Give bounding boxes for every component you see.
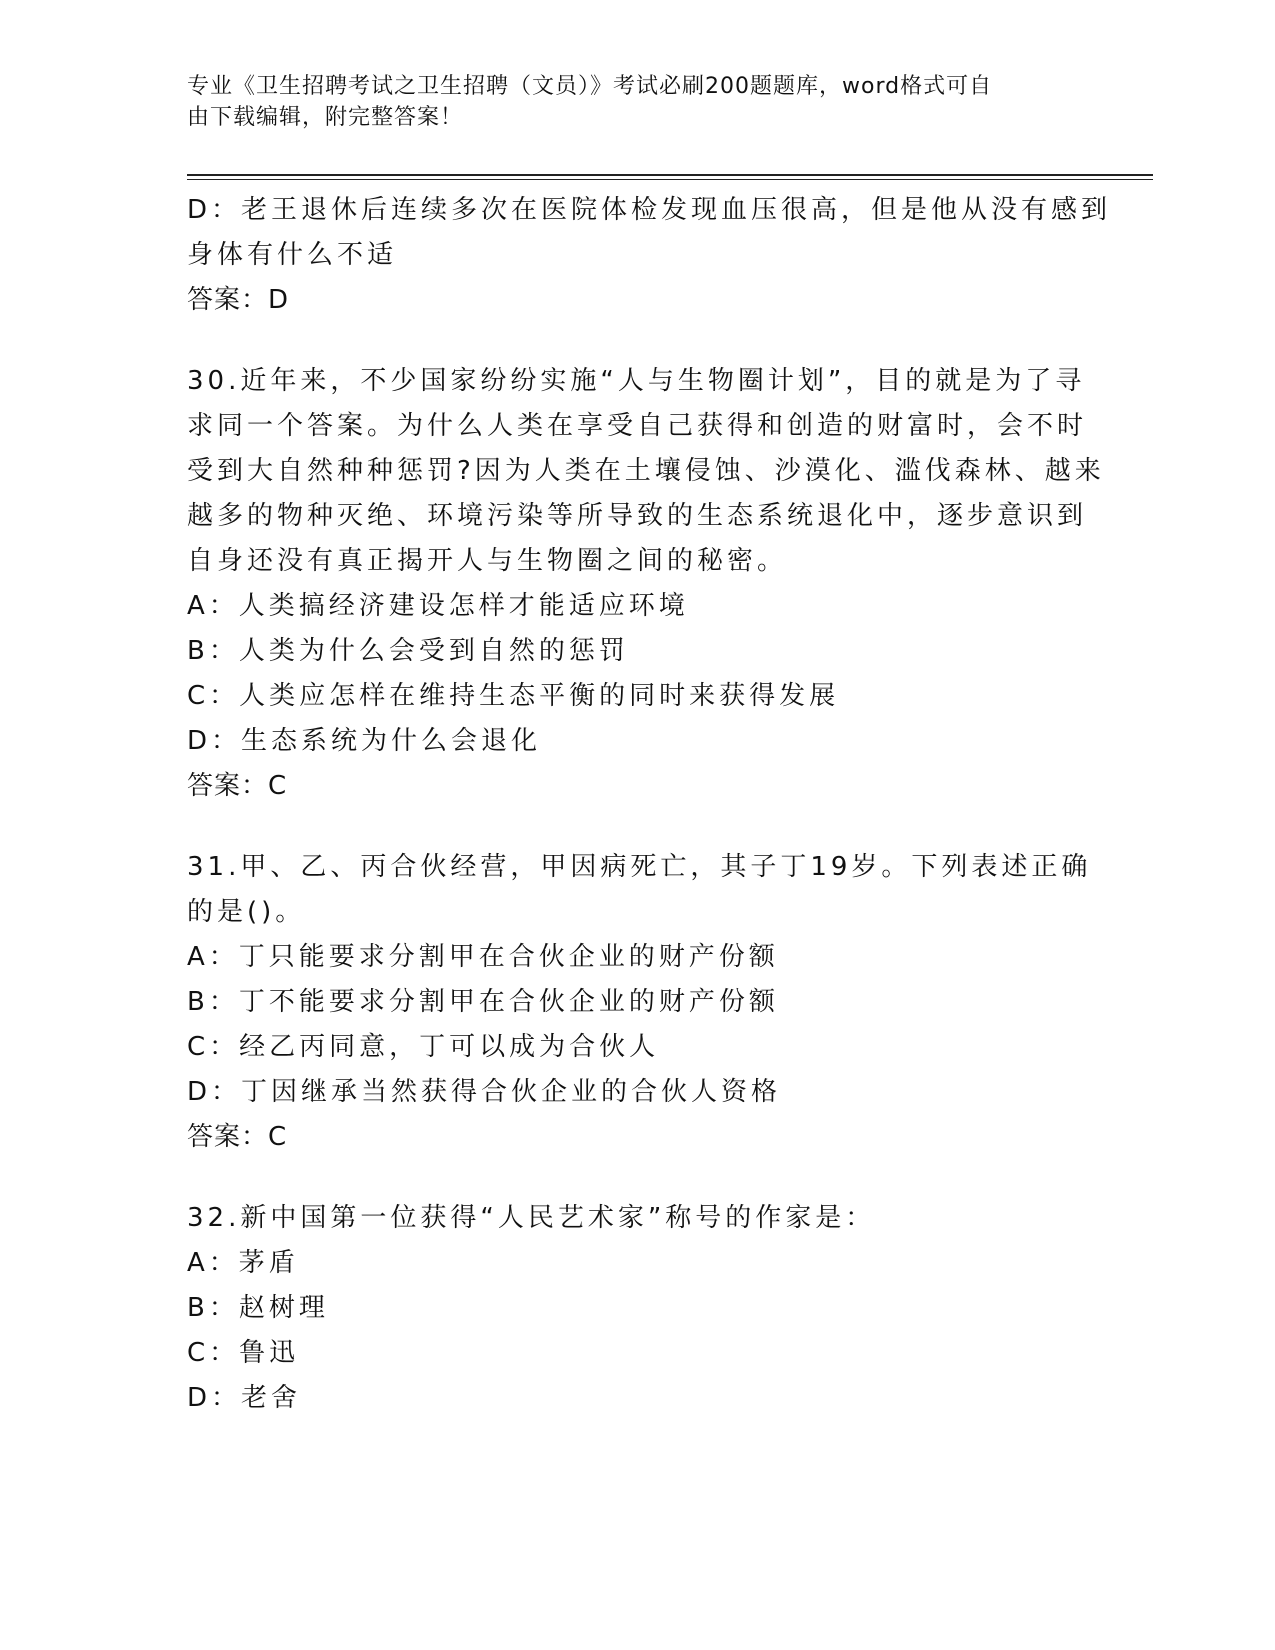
header-divider (187, 179, 1153, 180)
question-text: 的是()。 (187, 897, 306, 927)
option-b: B：丁不能要求分割甲在合伙企业的财产份额 (187, 987, 779, 1017)
option-text: 身体有什么不适 (187, 240, 398, 270)
question-text: 受到大自然种种惩罚?因为人类在土壤侵蚀、沙漠化、滥伐森林、越来 (187, 456, 1105, 486)
answer-text: 答案：D (187, 285, 290, 315)
question-31 (187, 845, 1092, 1160)
option-c: C：经乙丙同意，丁可以成为合伙人 (187, 1032, 660, 1062)
question-32 (187, 1196, 1087, 1421)
question-content (187, 188, 1112, 1421)
option-text: D：老王退休后连续多次在医院体检发现血压很高，但是他从没有感到 (187, 195, 1112, 225)
option-b: B：赵树理 (187, 1293, 329, 1323)
question-29-tail (187, 188, 1112, 323)
option-a: A：茅盾 (187, 1248, 299, 1278)
option-d: D：丁因继承当然获得合伙企业的合伙人资格 (187, 1077, 782, 1107)
question-text: 30.近年来，不少国家纷纷实施“人与生物圈计划”，目的就是为了寻 (187, 366, 1086, 396)
option-d: D：生态系统为什么会退化 (187, 726, 542, 756)
option-a: A：丁只能要求分割甲在合伙企业的财产份额 (187, 942, 779, 972)
option-c: C：人类应怎样在维持生态平衡的同时来获得发展 (187, 681, 840, 711)
option-a: A：人类搞经济建设怎样才能适应环境 (187, 591, 689, 621)
option-d: D：老舍 (187, 1383, 302, 1413)
question-text: 求同一个答案。为什么人类在享受自己获得和创造的财富时，会不时 (187, 411, 1088, 441)
page-header (187, 71, 1067, 133)
header-divider (187, 174, 1153, 176)
question-text: 自身还没有真正揭开人与生物圈之间的秘密。 (187, 546, 788, 576)
answer-text: 答案：C (187, 1122, 288, 1152)
question-text: 32.新中国第一位获得“人民艺术家”称号的作家是： (187, 1203, 876, 1233)
question-text: 越多的物种灭绝、环境污染等所导致的生态系统退化中，逐步意识到 (187, 501, 1088, 531)
option-c: C：鲁迅 (187, 1338, 300, 1368)
question-30 (187, 359, 1105, 809)
header-line: 由下载编辑，附完整答案！ (187, 105, 464, 130)
question-text: 31.甲、乙、丙合伙经营，甲因病死亡，其子丁19岁。下列表述正确 (187, 852, 1092, 882)
answer-text: 答案：C (187, 771, 288, 801)
option-b: B：人类为什么会受到自然的惩罚 (187, 636, 629, 666)
header-line: 专业《卫生招聘考试之卫生招聘（文员）》考试必刷200题题库，word格式可自 (187, 74, 993, 99)
